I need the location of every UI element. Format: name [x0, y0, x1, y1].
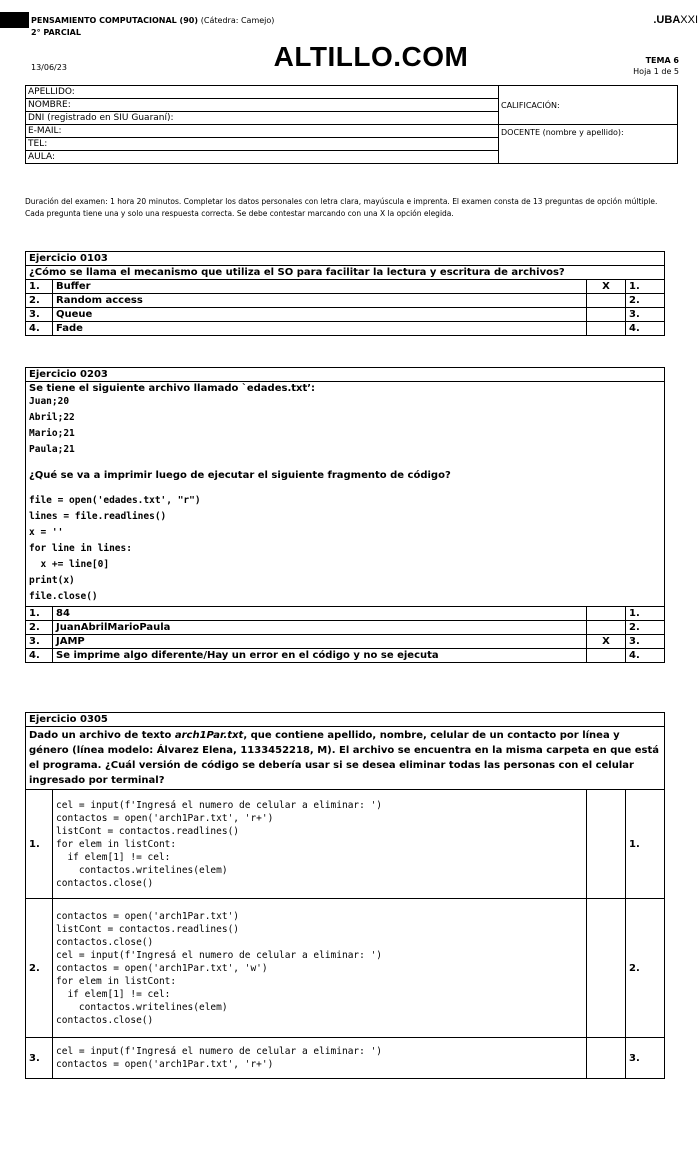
- answer-mark-box[interactable]: [587, 649, 626, 663]
- option-row: [26, 649, 665, 663]
- exercise-title: Ejercicio 0103: [26, 252, 665, 266]
- tel-field[interactable]: TEL:: [26, 138, 499, 151]
- exercise-question: [26, 727, 665, 790]
- exercise-title: Ejercicio 0203: [26, 368, 665, 382]
- exercise-3: [25, 712, 665, 1079]
- code-snippet: contactos = open('arch1Par.txt') listCont = contactos.readlines() contactos.close() cel = input(f'Ingresá el numero de celular a eliminar: ') contactos = open('arch1Par.txt', 'w') for elem in listCont: if elem[1] != cel: contactos.writelines(elem) contactos.close(): [56, 910, 383, 1026]
- option-number: 3.: [26, 308, 53, 322]
- code-snippet: cel = input(f'Ingresá el numero de celular a eliminar: ') contactos = open('arch1Par.txt', 'r+'): [56, 1046, 383, 1070]
- option-number: 3.: [26, 635, 53, 649]
- exercise-intro: Se tiene el siguiente archivo llamado `edades.txt’:: [29, 383, 316, 394]
- calificacion-field[interactable]: CALIFICACIÓN:: [499, 86, 678, 125]
- exercise-title: Ejercicio 0305: [26, 713, 665, 727]
- page-indicator: Hoja 1 de 5: [633, 67, 679, 76]
- tema-label: TEMA 6: [645, 56, 679, 65]
- student-info-table: [25, 85, 678, 164]
- option-text: JAMP: [53, 635, 587, 649]
- nombre-field[interactable]: NOMBRE:: [26, 99, 499, 112]
- answer-mark-box[interactable]: [587, 308, 626, 322]
- option-row: [26, 308, 665, 322]
- option-row: [26, 294, 665, 308]
- catedra: (Cátedra: Camejo): [200, 16, 275, 25]
- option-text: Fade: [53, 322, 587, 336]
- answer-mark-box[interactable]: X: [587, 635, 626, 649]
- option-row: [26, 621, 665, 635]
- option-number: 1.: [26, 280, 53, 294]
- exercise-1: [25, 251, 665, 336]
- docente-field[interactable]: DOCENTE (nombre y apellido):: [499, 125, 678, 164]
- option-number-right: 2.: [626, 621, 665, 635]
- question-filename: arch1Par.txt: [174, 730, 244, 741]
- answer-mark-box[interactable]: [587, 621, 626, 635]
- uba-logo-bold: .UBA: [653, 14, 681, 26]
- exam-instructions: Duración del examen: 1 hora 20 minutos. Completar los datos personales con letra clara, mayúscula e imprenta. El examen consta de 13 preguntas de opción múltiple. Cada pregunta tiene una y solo una respuesta correcta. Se debe contestar marcando con una X la opción elegida.: [25, 197, 658, 218]
- dni-field[interactable]: DNI (registrado en SIU Guaraní):: [26, 112, 499, 125]
- exam-date: 13/06/23: [31, 63, 67, 72]
- option-number: 3.: [26, 1038, 53, 1079]
- option-number-right: 3.: [626, 1038, 665, 1079]
- question-text: , que contiene apellido, nombre, celular de un contacto por línea y género (línea modelo: Álvarez Elena, 1133452218, M). El archivo se encuentra en la misma carpeta en que está el programa. ¿Cuál versión de código se debería usar si se desea eliminar todas las personas con el celular ingresado por terminal?: [29, 730, 659, 786]
- option-number-right: 4.: [626, 649, 665, 663]
- answer-mark-box[interactable]: [587, 790, 626, 899]
- option-row: [26, 790, 665, 899]
- uba-logo-thin: XXI: [680, 14, 698, 26]
- option-number: 4.: [26, 649, 53, 663]
- option-text: Random access: [53, 294, 587, 308]
- option-number: 4.: [26, 322, 53, 336]
- option-text: JuanAbrilMarioPaula: [53, 621, 587, 635]
- option-number-right: 3.: [626, 635, 665, 649]
- option-text: Queue: [53, 308, 587, 322]
- option-number-right: 3.: [626, 308, 665, 322]
- option-number-right: 1.: [626, 280, 665, 294]
- answer-mark-box[interactable]: [587, 607, 626, 621]
- answer-mark-box[interactable]: [587, 1038, 626, 1079]
- altillo-logo: ALTILLO.COM: [273, 41, 469, 72]
- aula-field[interactable]: AULA:: [26, 151, 499, 164]
- uba-logo: [653, 14, 698, 26]
- answer-mark-box[interactable]: [587, 899, 626, 1038]
- email-field[interactable]: E-MAIL:: [26, 125, 499, 138]
- course-title: [31, 16, 274, 25]
- file-contents: Juan;20 Abril;22 Mario;21 Paula;21: [29, 396, 75, 455]
- exam-name: 2° PARCIAL: [31, 28, 81, 37]
- option-number-right: 1.: [626, 607, 665, 621]
- option-text: 84: [53, 607, 587, 621]
- answer-mark-box[interactable]: [587, 322, 626, 336]
- option-row: [26, 607, 665, 621]
- question-text: Dado un archivo de texto: [29, 730, 175, 741]
- code-snippet: file = open('edades.txt', "r") lines = file.readlines() x = '' for line in lines: x += line[0] print(x) file.close(): [29, 495, 201, 602]
- exercise-2: [25, 367, 665, 663]
- option-row: [26, 899, 665, 1038]
- option-number: 2.: [26, 899, 53, 1038]
- option-number: 2.: [26, 294, 53, 308]
- option-code: [53, 899, 587, 1038]
- option-text: Se imprime algo diferente/Hay un error en el código y no se ejecuta: [53, 649, 587, 663]
- redaction-bar: [0, 12, 29, 28]
- option-number-right: 4.: [626, 322, 665, 336]
- exercise-question: ¿Qué se va a imprimir luego de ejecutar el siguiente fragmento de código?: [29, 470, 451, 481]
- answer-mark-box[interactable]: [587, 294, 626, 308]
- option-row: [26, 635, 665, 649]
- exercise-question: ¿Cómo se llama el mecanismo que utiliza el SO para facilitar la lectura y escritura de archivos?: [26, 266, 665, 280]
- option-text: Buffer: [53, 280, 587, 294]
- option-number-right: 1.: [626, 790, 665, 899]
- option-number-right: 2.: [626, 899, 665, 1038]
- apellido-field[interactable]: APELLIDO:: [26, 86, 499, 99]
- exercise-body: [26, 382, 665, 607]
- option-number: 1.: [26, 607, 53, 621]
- option-row: [26, 1038, 665, 1079]
- option-code: [53, 1038, 587, 1079]
- option-row: [26, 280, 665, 294]
- answer-mark-box[interactable]: X: [587, 280, 626, 294]
- code-snippet: cel = input(f'Ingresá el numero de celular a eliminar: ') contactos = open('arch1Par.txt', 'r+') listCont = contactos.readlines() for elem in listCont: if elem[1] != cel: contactos.writelines(elem) contactos.close(): [56, 799, 383, 889]
- option-number: 1.: [26, 790, 53, 899]
- course-name: PENSAMIENTO COMPUTACIONAL (90): [31, 16, 198, 25]
- option-number: 2.: [26, 621, 53, 635]
- option-number-right: 2.: [626, 294, 665, 308]
- option-code: [53, 790, 587, 899]
- option-row: [26, 322, 665, 336]
